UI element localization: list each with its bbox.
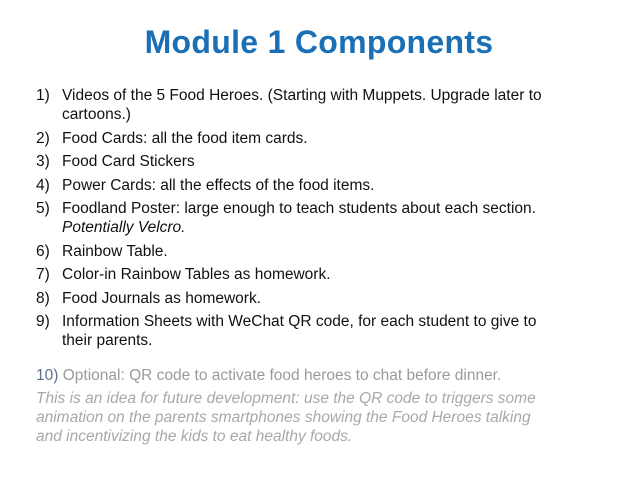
note-line: animation on the parents smartphones showing the Food Heroes talking [36, 409, 531, 426]
item-text-line: Food Cards: all the food item cards. [62, 129, 308, 147]
item-number: 3) [36, 153, 50, 170]
list-item [36, 312, 616, 350]
component-list [36, 86, 616, 355]
item-text-line: Foodland Poster: large enough to teach students about each section. [62, 200, 536, 217]
optional-item [36, 366, 626, 385]
note-line: This is an idea for future development: use the QR code to triggers some [36, 390, 536, 407]
note-line: and incentivizing the kids to eat healthy foods. [36, 428, 353, 445]
item-text-line: Color-in Rainbow Tables as homework. [62, 266, 331, 283]
optional-item-text: Optional: QR code to activate food heroes to chat before dinner. [62, 367, 502, 384]
optional-item-number: 10) [36, 367, 59, 384]
item-text-line: Videos of the 5 Food Heroes. (Starting with Muppets. Upgrade later to [62, 87, 542, 104]
item-text-line: Food Card Stickers [62, 153, 195, 170]
list-item [36, 199, 616, 237]
item-number: 7) [36, 266, 50, 283]
item-number: 9) [36, 313, 50, 330]
list-item [36, 86, 616, 124]
list-item [36, 289, 616, 308]
future-development-note [36, 389, 626, 446]
list-item [36, 152, 616, 171]
item-number: 6) [36, 242, 50, 260]
list-item [36, 242, 616, 261]
list-item [36, 129, 616, 148]
item-number: 5) [36, 200, 50, 217]
item-text-line: Power Cards: all the effects of the food items. [62, 176, 375, 194]
item-number: 1) [36, 87, 50, 104]
item-italic-line: Potentially Velcro. [62, 219, 186, 236]
item-number: 2) [36, 129, 50, 147]
item-number: 8) [36, 289, 50, 307]
list-item [36, 176, 616, 195]
list-item [36, 265, 616, 284]
item-text-line: Information Sheets with WeChat QR code, for each student to give to [62, 313, 537, 330]
item-text-line: Rainbow Table. [62, 242, 168, 260]
item-text-line: cartoons.) [62, 106, 131, 123]
item-number: 4) [36, 176, 50, 194]
slide-title: Module 1 Components [144, 24, 494, 60]
item-text-line: their parents. [62, 332, 153, 349]
item-text-line: Food Journals as homework. [62, 289, 262, 307]
